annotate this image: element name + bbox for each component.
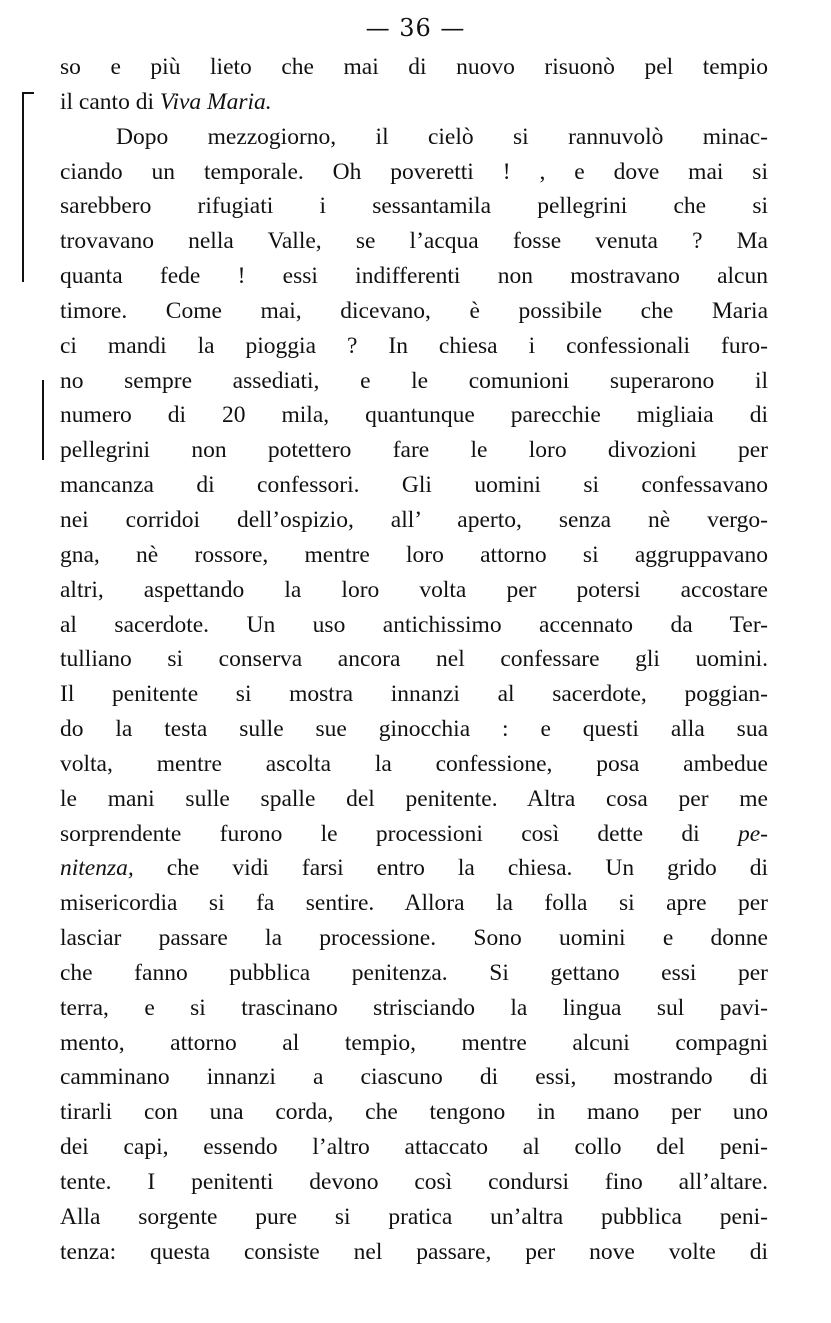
text-line: al sacerdote. Un uso antichissimo accennato da Ter- [60,611,768,638]
text-line: tenza: questa consiste nel passare, per nove volte di [60,1238,768,1265]
text-line: Dopo mezzogiorno, il cielò si rannuvolò minac- [116,123,768,150]
page-number: — 36 — [365,14,466,42]
text-line: misericordia si fa sentire. Allora la folla si apre per [60,890,768,917]
text-line: nitenza, che vidi farsi entro la chiesa. Un grido di [60,855,768,882]
text-line: quanta fede ! essi indifferenti non mostravano alcun [60,263,768,290]
text-line: sarebbero rifugiati i sessantamila pellegrini che si [60,193,768,220]
text-line: Alla sorgente pure si pratica un’altra pubblica peni- [60,1203,768,1230]
text-line: volta, mentre ascolta la confessione, posa ambedue [60,750,768,777]
text-line: no sempre assediati, e le comunioni superarono il [60,367,768,394]
text-line: ci mandi la pioggia ? In chiesa i confessionali furo- [60,332,768,359]
text-line: che fanno pubblica penitenza. Si gettano essi per [60,959,768,986]
text-line: lasciar passare la processione. Sono uomini e donne [60,925,768,952]
text-line: ciando un temporale. Oh poveretti ! , e dove mai si [60,158,768,185]
text-line: pellegrini non potettero fare le loro divozioni per [60,437,768,464]
text-line: do la testa sulle sue ginocchia : e questi alla sua [60,716,768,743]
text-line: so e più lieto che mai di nuovo risuonò pel tempio [60,54,768,80]
text-line: trovavano nella Valle, se l’acqua fosse venuta ? Ma [60,228,768,255]
text-line: tulliano si conserva ancora nel confessare gli uomini. [60,646,768,673]
margin-bracket-mark [42,380,44,460]
text-line: mento, attorno al tempio, mentre alcuni compagni [60,1029,768,1056]
body-text [60,50,768,1270]
text-line: altri, aspettando la loro volta per potersi accostare [60,576,768,603]
text-line: il canto di Viva Maria. [60,88,272,115]
text-line: terra, e si trascinano strisciando la lingua sul pavi- [60,994,768,1021]
margin-bracket-mark [22,92,24,282]
text-line: camminano innanzi a ciascuno di essi, mostrando di [60,1064,768,1091]
text-line: gna, nè rossore, mentre loro attorno si aggruppavano [60,541,768,568]
text-line: nei corridoi dell’ospizio, all’ aperto, senza nè vergo- [60,506,768,533]
text-line: tente. I penitenti devono così condursi fino all’altare. [60,1169,768,1195]
text-line: numero di 20 mila, quantunque parecchie migliaia di [60,402,768,429]
text-line: sorprendente furono le processioni così dette di pe- [60,820,768,847]
text-line: dei capi, essendo l’altro attaccato al collo del peni- [60,1134,768,1161]
text-line: tirarli con una corda, che tengono in mano per uno [60,1099,768,1126]
text-line: mancanza di confessori. Gli uomini si confessavano [60,472,768,499]
text-line: timore. Come mai, dicevano, è possibile che Maria [60,297,768,324]
text-line: Il penitente si mostra innanzi al sacerdote, poggian- [60,681,768,708]
text-line: le mani sulle spalle del penitente. Altra cosa per me [60,785,768,812]
